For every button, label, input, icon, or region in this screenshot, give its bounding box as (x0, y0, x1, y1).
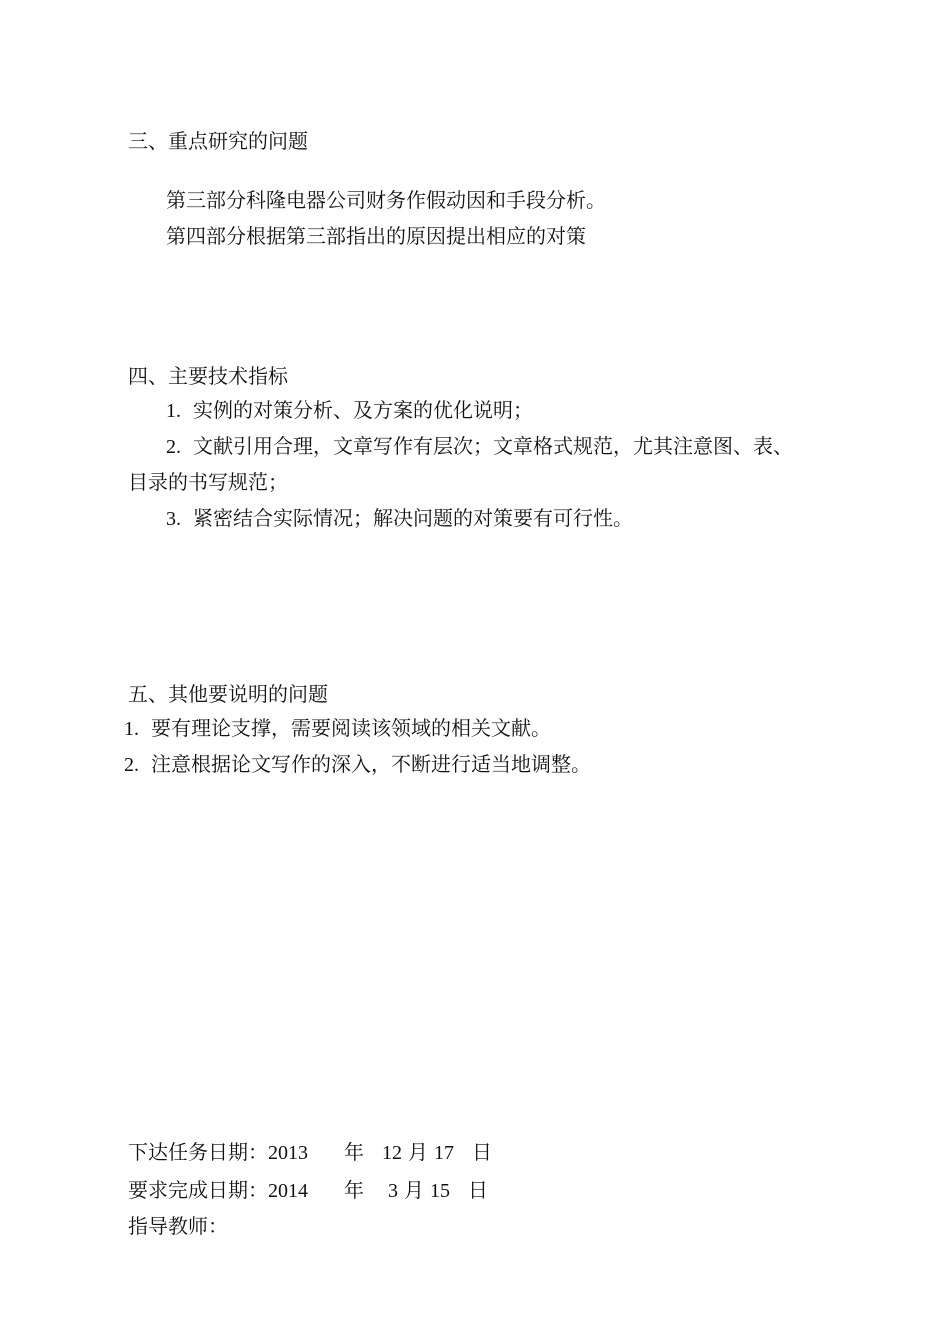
list-item-text: 要有理论支撑，需要阅读该领域的相关文献。 (151, 716, 551, 740)
assign-day: 17 (434, 1142, 454, 1164)
due-day: 15 (430, 1180, 450, 1202)
year-unit: 年 (344, 1140, 364, 1164)
list-item-continuation: 目录的书写规范； (128, 470, 288, 494)
list-item-number: 1. (124, 718, 139, 740)
section-4-list-item (166, 506, 633, 531)
section-4-heading: 四、主要技术指标 (128, 364, 288, 388)
due-date-line (128, 1178, 488, 1203)
due-year: 2014 (268, 1180, 308, 1202)
day-unit: 日 (472, 1140, 492, 1164)
list-item-number: 2. (166, 436, 181, 458)
list-item-number: 1. (166, 400, 181, 422)
section-5-list-item (124, 752, 591, 777)
section-3-paragraph: 第四部分根据第三部指出的原因提出相应的对策 (166, 224, 586, 248)
assign-date-line (128, 1140, 492, 1165)
list-item-number: 2. (124, 754, 139, 776)
assign-year: 2013 (268, 1142, 308, 1164)
section-3-paragraph: 第三部分科隆电器公司财务作假动因和手段分析。 (166, 188, 606, 212)
advisor-label: 指导教师： (128, 1214, 228, 1238)
due-month: 3 (388, 1180, 398, 1202)
list-item-text: 紧密结合实际情况；解决问题的对策要有可行性。 (193, 506, 633, 530)
list-item-text: 实例的对策分析、及方案的优化说明； (193, 398, 533, 422)
month-unit: 月 (404, 1178, 424, 1202)
year-unit: 年 (344, 1178, 364, 1202)
assign-month: 12 (382, 1142, 402, 1164)
section-4-list-item (166, 434, 793, 459)
section-5-list-item (124, 716, 551, 741)
section-3-heading: 三、重点研究的问题 (128, 129, 308, 153)
section-5-heading: 五、其他要说明的问题 (128, 682, 328, 706)
assign-date-label: 下达任务日期： (128, 1140, 268, 1164)
list-item-text: 文献引用合理，文章写作有层次；文章格式规范，尤其注意图、表、 (193, 434, 793, 458)
section-4-list-item (166, 398, 533, 423)
list-item-text: 注意根据论文写作的深入，不断进行适当地调整。 (151, 752, 591, 776)
due-date-label: 要求完成日期： (128, 1178, 268, 1202)
day-unit: 日 (468, 1178, 488, 1202)
list-item-number: 3. (166, 508, 181, 530)
month-unit: 月 (408, 1140, 428, 1164)
